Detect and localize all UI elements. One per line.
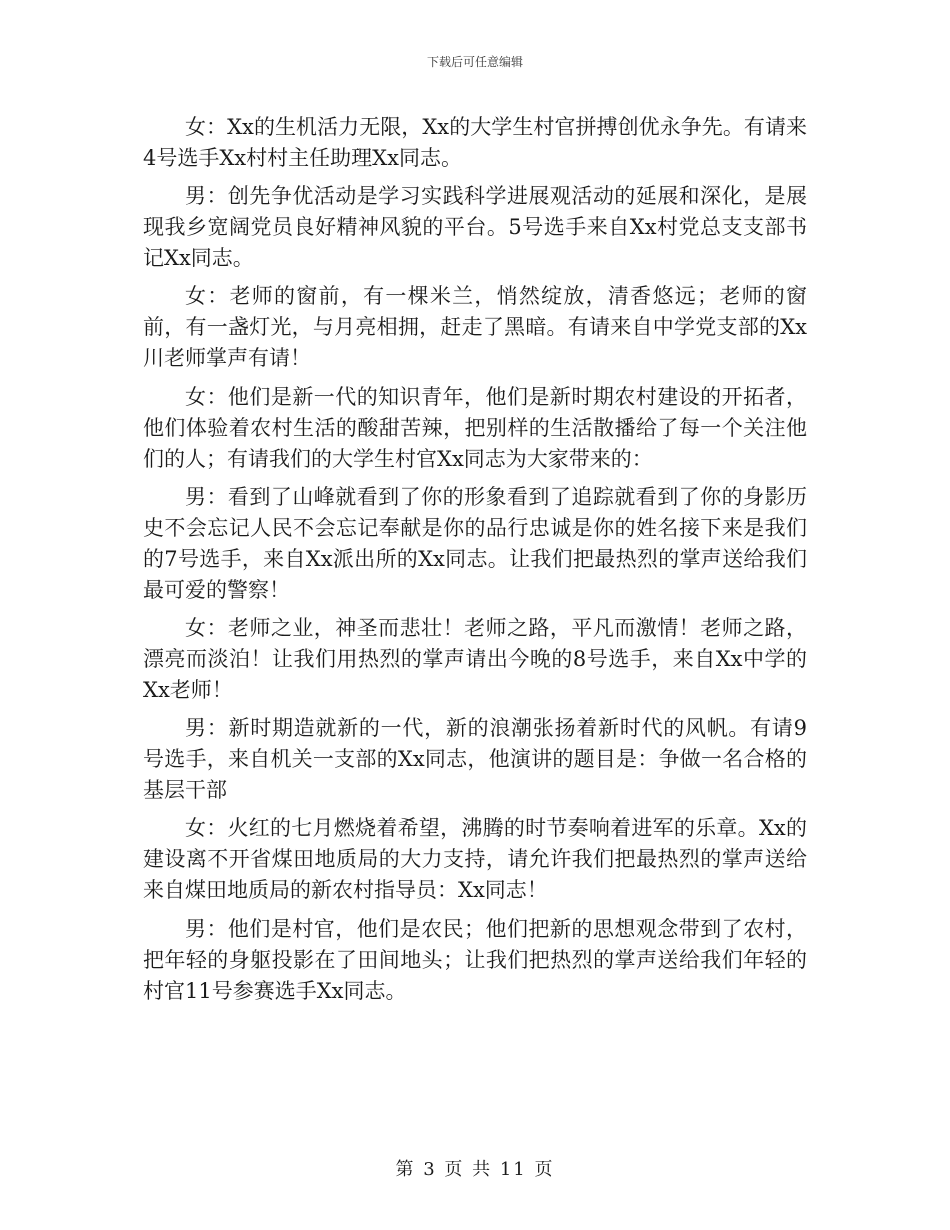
page-header-note: 下载后可任意编辑 bbox=[426, 55, 523, 69]
paragraph-6: 女：老师之业，神圣而悲壮！老师之路，平凡而激情！老师之路，漂亮而淡泊！让我们用热烈的掌声请出今晚的8号选手，来自Xx中学的Xx老师！ bbox=[143, 615, 807, 702]
paragraph-9: 男：他们是村官，他们是农民；他们把新的思想观念带到了农村，把年轻的身躯投影在了田间地头；让我们把热烈的掌声送给我们年轻的村官11号参赛选手Xx同志。 bbox=[143, 916, 807, 1003]
paragraph-7: 男：新时期造就新的一代，新的浪潮张扬着新时代的风帆。有请9号选手，来自机关一支部的Xx同志，他演讲的题目是：争做一名合格的基层干部 bbox=[143, 716, 807, 803]
document-body bbox=[143, 112, 807, 1014]
paragraph-8: 女：火红的七月燃烧着希望，沸腾的时节奏响着进军的乐章。Xx的建设离不开省煤田地质局的大力支持，请允许我们把最热烈的掌声送给来自煤田地质局的新农村指导员：Xx同志！ bbox=[143, 816, 807, 903]
paragraph-2: 男：创先争优活动是学习实践科学进展观活动的延展和深化，是展现我乡宽阔党员良好精神风貌的平台。5号选手来自Xx村党总支支部书记Xx同志。 bbox=[143, 184, 807, 271]
paragraph-1: 女：Xx的生机活力无限，Xx的大学生村官拼搏创优永争先。有请来4号选手Xx村村主任助理Xx同志。 bbox=[143, 115, 807, 170]
paragraph-4: 女：他们是新一代的知识青年，他们是新时期农村建设的开拓者，他们体验着农村生活的酸甜苦辣，把别样的生活散播给了每一个关注他们的人；有请我们的大学生村官Xx同志为大家带来的： bbox=[143, 384, 807, 471]
page-number: 第 3 页 共 11 页 bbox=[395, 1159, 555, 1180]
paragraph-5: 男：看到了山峰就看到了你的形象看到了追踪就看到了你的身影历史不会忘记人民不会忘记奉献是你的品行忠诚是你的姓名接下来是我们的7号选手，来自Xx派出所的Xx同志。让我们把最热烈的掌声送给我们最可爱的警察！ bbox=[143, 484, 807, 602]
paragraph-3: 女：老师的窗前，有一棵米兰，悄然绽放，清香悠远；老师的窗前，有一盏灯光，与月亮相拥，赶走了黑暗。有请来自中学党支部的Xx川老师掌声有请！ bbox=[143, 284, 807, 371]
